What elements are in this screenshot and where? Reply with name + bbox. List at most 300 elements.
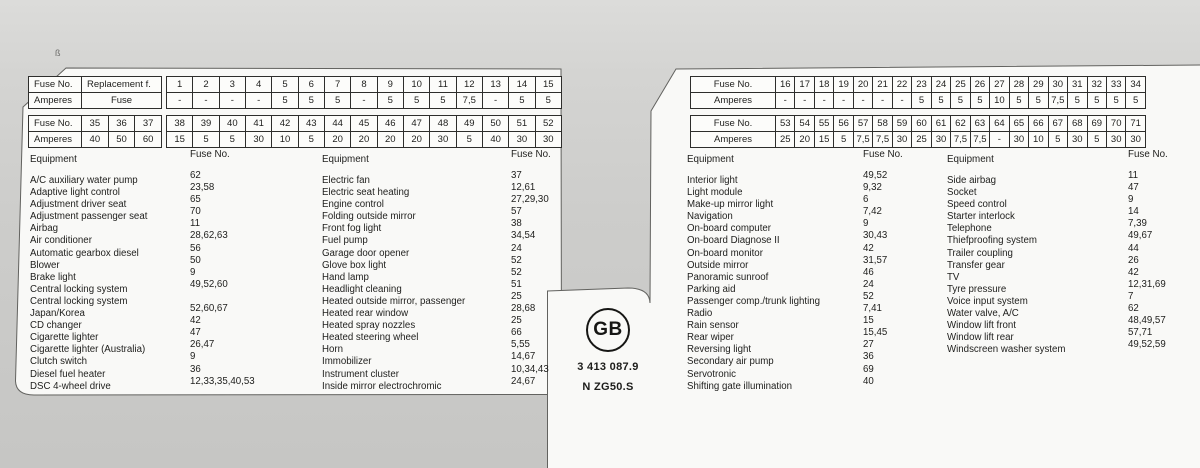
- fuse-column: [167, 116, 192, 147]
- fuse-number: 5: [272, 77, 297, 93]
- fuse-number: 43: [299, 116, 324, 132]
- equipment-fuse-numbers: 49,52: [863, 170, 888, 181]
- fuse-amperes: 5: [1074, 95, 1080, 106]
- equipment-row: [322, 230, 562, 247]
- equipment-fuse-numbers: 42: [1128, 266, 1139, 278]
- fuse-amperes: 30: [542, 134, 554, 145]
- fuse-no-header-label: Fuse No.: [190, 149, 230, 160]
- equipment-label: Socket: [947, 187, 977, 199]
- fuse-number: 3: [220, 77, 245, 93]
- fuse-column: [298, 116, 324, 147]
- fuse-column: [833, 77, 852, 108]
- replacement-column: [81, 77, 161, 108]
- fuse-column: [482, 77, 508, 108]
- equipment-label: Water valve, A/C: [947, 308, 1019, 320]
- equipment-row: [30, 194, 330, 211]
- equipment-label: Inside mirror electrochromic: [322, 380, 442, 392]
- fuse-number: 17: [795, 77, 813, 93]
- fuse-number: 38: [167, 116, 192, 132]
- equipment-fuse-numbers: 38: [511, 218, 522, 230]
- equipment-fuse-numbers: 52: [863, 290, 874, 302]
- fuse-amperes: 5: [1094, 134, 1100, 145]
- fuse-number: 33: [1107, 77, 1125, 93]
- fuse-number: 70: [1107, 116, 1125, 132]
- fuse-amperes: 40: [89, 134, 101, 145]
- fuse-amperes: 7,5: [973, 134, 987, 145]
- fuse-strip-16-34: [690, 76, 1146, 109]
- equipment-label: Central locking system: [30, 295, 128, 307]
- fuse-number: 44: [325, 116, 350, 132]
- fuse-amperes: -: [842, 95, 846, 106]
- equipment-fuse-numbers: 11: [1128, 170, 1139, 181]
- equipment-label: Garage door opener: [322, 247, 410, 259]
- fuse-column: [776, 77, 794, 108]
- equipment-row: [947, 278, 1197, 295]
- fuse-no-label: Fuse No.: [29, 77, 81, 93]
- fuse-number: 60: [912, 116, 930, 132]
- fuse-number: 14: [509, 77, 534, 93]
- fuse-column: [970, 116, 989, 147]
- equipment-row: [687, 266, 937, 283]
- fuse-number: 48: [430, 116, 455, 132]
- row-label-column: [29, 116, 81, 147]
- fuse-column: [82, 116, 108, 147]
- fuse-no-label: Fuse No.: [691, 77, 775, 93]
- equipment-row: [30, 266, 330, 283]
- fuse-number: 26: [971, 77, 989, 93]
- equipment-row: [322, 375, 562, 392]
- equipment-label: Folding outside mirror: [322, 211, 416, 223]
- equipment-label: Thiefproofing system: [947, 235, 1037, 247]
- equipment-row: [687, 363, 937, 380]
- equipment-label: Glove box light: [322, 259, 387, 271]
- fuse-amperes: 30: [253, 134, 264, 145]
- equipment-fuse-numbers: 12,33,35,40,53: [190, 375, 255, 387]
- equipment-fuse-numbers: 26: [1128, 254, 1139, 266]
- fuse-number: 47: [404, 116, 429, 132]
- equipment-row: [322, 218, 562, 235]
- fuse-strip-53-71: [690, 115, 1146, 148]
- fuse-column: [853, 116, 872, 147]
- fuse-amperes: 15: [174, 134, 185, 145]
- fuse-column: [794, 116, 813, 147]
- fuse-number: 53: [776, 116, 794, 132]
- equipment-row: [947, 170, 1197, 186]
- equipment-row: [30, 170, 330, 186]
- equipment-fuse-numbers: 7,41: [863, 303, 882, 315]
- equipment-fuse-numbers: 69: [863, 363, 874, 375]
- equipment-label: Parking aid: [687, 283, 736, 295]
- fuse-number: 64: [990, 116, 1008, 132]
- equipment-label: Side airbag: [947, 175, 997, 186]
- fuse-amperes: 10: [1033, 134, 1044, 145]
- equipment-row: [30, 206, 330, 223]
- equipment-label: Cigarette lighter: [30, 332, 99, 344]
- fuse-amperes: -: [362, 95, 366, 106]
- fuse-column: [482, 116, 508, 147]
- fuse-number: 9: [378, 77, 403, 93]
- equipment-fuse-numbers: 27: [863, 339, 874, 351]
- fuse-column: [535, 77, 561, 108]
- fuse-amperes: 5: [519, 95, 525, 106]
- fuse-column: [1067, 77, 1086, 108]
- equipment-label: Brake light: [30, 271, 76, 283]
- fuse-column: [167, 77, 192, 108]
- equipment-row: [30, 242, 330, 259]
- equipment-fuse-numbers: 9: [863, 218, 869, 230]
- equipment-label: On-board Diagnose II: [687, 235, 780, 247]
- fuse-amperes: 25: [916, 134, 927, 145]
- fuse-amperes: -: [230, 95, 234, 106]
- equipment-row: [947, 315, 1197, 332]
- fuse-amperes: 5: [957, 95, 964, 106]
- gb-country-code: GB: [593, 319, 623, 340]
- equipment-label: Front fog light: [322, 223, 382, 235]
- fuse-column: [350, 116, 376, 147]
- equipment-label: On-board monitor: [687, 247, 763, 259]
- fuse-number: 56: [834, 116, 852, 132]
- fuse-amperes: 50: [116, 134, 127, 145]
- equipment-label: Adaptive light control: [30, 187, 120, 199]
- equipment-row: [947, 303, 1197, 320]
- equipment-label: Transfer gear: [947, 259, 1005, 271]
- fuse-amperes: 40: [490, 134, 501, 145]
- fuse-amperes: 30: [1130, 134, 1141, 145]
- fuse-number: 15: [536, 77, 561, 93]
- equipment-label: Radio: [687, 308, 713, 320]
- equipment-label: Heated outside mirror, passenger: [322, 295, 466, 307]
- fuse-number: 65: [1010, 116, 1028, 132]
- equipment-fuse-numbers: 25: [511, 315, 522, 327]
- fuse-number: 10: [404, 77, 429, 93]
- equipment-row: [30, 363, 330, 380]
- fuse-amperes: 5: [545, 95, 551, 106]
- fuse-column: [950, 77, 969, 108]
- fuse-amperes: 5: [938, 95, 944, 106]
- fuse-strip-38-52: [166, 115, 562, 148]
- fuse-number: 25: [951, 77, 969, 93]
- equipment-row: [30, 375, 330, 392]
- fuse-amperes: 5: [1094, 95, 1100, 106]
- equipment-label: Servotronic: [687, 368, 736, 380]
- equipment-label: Japan/Korea: [30, 308, 85, 320]
- equipment-row: [947, 194, 1197, 211]
- fuse-column: [508, 116, 534, 147]
- fuse-number: 52: [536, 116, 561, 132]
- equipment-label: Secondary air pump: [687, 356, 774, 368]
- equipment-label: Light module: [687, 187, 743, 199]
- fuse-number: 46: [378, 116, 403, 132]
- fuse-number: 54: [795, 116, 813, 132]
- fuse-column: [456, 77, 482, 108]
- fuse-amperes: -: [822, 95, 826, 106]
- fuse-amperes: 5: [1133, 95, 1139, 106]
- fuse-number: 42: [272, 116, 297, 132]
- fuse-column: [192, 116, 218, 147]
- fuse-amperes: 25: [779, 134, 791, 145]
- equipment-header-label: Equipment: [687, 154, 734, 165]
- fuse-column: [350, 77, 376, 108]
- equipment-row: [947, 206, 1197, 223]
- amperes-label: Amperes: [713, 95, 752, 106]
- equipment-label: Panoramic sunroof: [687, 271, 769, 283]
- fuse-number: 32: [1088, 77, 1106, 93]
- equipment-list-left-1: [30, 149, 330, 392]
- fuse-column: [134, 116, 161, 147]
- equipment-label: Central locking system: [30, 283, 128, 295]
- equipment-fuse-numbers: 42: [190, 315, 201, 327]
- equipment-fuse-numbers: 11: [190, 218, 201, 230]
- equipment-row: [687, 375, 937, 392]
- equipment-fuse-numbers: 28,62,63: [190, 230, 228, 242]
- fuse-amperes: 5: [1113, 95, 1119, 106]
- equipment-row: [322, 206, 562, 223]
- fuse-amperes: 5: [282, 95, 288, 106]
- fuse-number: 12: [457, 77, 482, 93]
- equipment-row: [687, 170, 937, 186]
- fuse-column: [1125, 116, 1144, 147]
- fuse-amperes: 5: [387, 95, 393, 106]
- document-code: N ZG50.S: [582, 381, 634, 393]
- fuse-number: 55: [815, 116, 833, 132]
- fuse-amperes: 10: [994, 95, 1005, 106]
- fuse-amperes: -: [494, 95, 498, 106]
- fuse-number: 66: [1029, 116, 1047, 132]
- fuse-column: [911, 77, 930, 108]
- fuse-number: 62: [951, 116, 969, 132]
- fuse-amperes: 5: [918, 95, 925, 106]
- fuse-amperes: 30: [896, 134, 908, 145]
- equipment-row: [322, 315, 562, 332]
- fuse-number: 57: [854, 116, 872, 132]
- fuse-amperes: -: [204, 95, 208, 106]
- fuse-column: [403, 77, 429, 108]
- fuse-column: [245, 77, 271, 108]
- equipment-label: Shifting gate illumination: [687, 380, 793, 392]
- equipment-header-label: Equipment: [322, 154, 369, 165]
- equipment-row: [947, 254, 1197, 271]
- fuse-number: 71: [1126, 116, 1144, 132]
- fuse-column: [794, 77, 813, 108]
- equipment-fuse-numbers: 31,57: [863, 254, 888, 266]
- fuse-column: [324, 116, 350, 147]
- fuse-amperes: 30: [437, 134, 449, 145]
- equipment-label: Blower: [30, 259, 60, 271]
- equipment-fuse-numbers: 46: [863, 266, 874, 278]
- equipment-label: Heated steering wheel: [322, 332, 419, 344]
- row-label-column: [691, 77, 775, 108]
- equipment-fuse-numbers: 56: [190, 242, 201, 254]
- equipment-label: Clutch switch: [30, 356, 88, 368]
- equipment-fuse-numbers: 36: [190, 363, 201, 375]
- fuse-amperes: 30: [516, 134, 528, 145]
- equipment-label: Tyre pressure: [947, 283, 1007, 295]
- equipment-fuse-numbers: 51: [511, 278, 522, 290]
- equipment-fuse-numbers: 5,55: [511, 339, 530, 351]
- equipment-row: [30, 230, 330, 247]
- equipment-fuse-numbers: 7,42: [863, 206, 882, 218]
- fuse-amperes: 5: [413, 95, 420, 106]
- fuse-number: 7: [325, 77, 350, 93]
- equipment-rows: [322, 170, 562, 392]
- fuse-amperes: 5: [308, 95, 314, 106]
- equipment-label: Immobilizer: [322, 356, 372, 368]
- fuse-column: [1106, 116, 1125, 147]
- equipment-row: [30, 182, 330, 199]
- fuse-no-label: Fuse No.: [691, 116, 775, 132]
- fuse-amperes: 10: [279, 134, 291, 145]
- fuse-column: [776, 116, 794, 147]
- equipment-fuse-numbers: 14,67: [511, 351, 536, 363]
- fuse-column: [271, 116, 297, 147]
- equipment-row: [947, 290, 1197, 307]
- equipment-label: Passenger comp./trunk lighting: [687, 295, 821, 307]
- fuse-number: 28: [1010, 77, 1028, 93]
- fuse-column: [1106, 77, 1125, 108]
- equipment-row: [687, 230, 937, 247]
- fuse-column: [833, 116, 852, 147]
- equipment-fuse-numbers: 27,29,30: [511, 194, 549, 206]
- fuse-number: 27: [990, 77, 1008, 93]
- equipment-fuse-numbers: 24,67: [511, 375, 536, 387]
- fuse-number: 1: [167, 77, 192, 93]
- equipment-row: [30, 218, 330, 235]
- fuse-column: [872, 77, 891, 108]
- equipment-row: [947, 230, 1197, 247]
- equipment-row: [947, 266, 1197, 283]
- equipment-label: Instrument cluster: [322, 368, 399, 380]
- equipment-fuse-numbers: 65: [190, 194, 201, 206]
- fuse-amperes: 20: [358, 134, 370, 145]
- equipment-row: [947, 218, 1197, 235]
- fuse-number: 36: [109, 116, 135, 132]
- fuse-columns-group: [775, 116, 1145, 147]
- equipment-list-header: [322, 149, 562, 165]
- fuse-number: 18: [815, 77, 833, 93]
- fuse-number: 4: [246, 77, 271, 93]
- fuse-number: 24: [932, 77, 950, 93]
- equipment-row: [687, 194, 937, 211]
- equipment-rows: [687, 170, 937, 392]
- equipment-row: [687, 242, 937, 259]
- scan-artifact-mark: ß: [55, 48, 61, 58]
- equipment-label: Voice input system: [947, 295, 1028, 307]
- equipment-fuse-numbers: 24: [863, 278, 874, 290]
- equipment-fuse-numbers: 24: [511, 242, 522, 254]
- equipment-row: [322, 303, 562, 320]
- equipment-label: Reversing light: [687, 344, 752, 356]
- equipment-row: [30, 315, 330, 332]
- fuse-column: [989, 116, 1008, 147]
- equipment-label: CD changer: [30, 320, 82, 332]
- fuse-column: [192, 77, 218, 108]
- fuse-number: 61: [932, 116, 950, 132]
- fuse-amperes: -: [803, 95, 807, 106]
- fuse-column: [324, 77, 350, 108]
- equipment-row: [687, 339, 937, 356]
- equipment-fuse-numbers: 7,39: [1128, 218, 1147, 230]
- equipment-row: [30, 291, 330, 307]
- equipment-fuse-numbers: 57: [511, 206, 522, 218]
- equipment-label: Hand lamp: [322, 271, 369, 283]
- equipment-label: Starter interlock: [947, 211, 1015, 223]
- fuse-number: 45: [351, 116, 376, 132]
- equipment-fuse-numbers: 62: [190, 170, 201, 181]
- equipment-fuse-numbers: 36: [863, 351, 874, 363]
- equipment-fuse-numbers: 7: [1128, 290, 1134, 302]
- equipment-row: [30, 254, 330, 271]
- fuse-amperes: 5: [1035, 95, 1041, 106]
- fuse-column: [456, 116, 482, 147]
- fuse-column: [1048, 77, 1067, 108]
- fuse-amperes: -: [783, 95, 787, 106]
- equipment-label: Navigation: [687, 211, 733, 223]
- fuse-column: [814, 116, 833, 147]
- fuse-number: 19: [834, 77, 852, 93]
- equipment-row: [30, 327, 330, 344]
- equipment-label: Window lift rear: [947, 332, 1014, 344]
- equipment-row: [322, 339, 562, 356]
- equipment-fuse-numbers: 47: [1128, 182, 1139, 194]
- fuse-column: [1125, 77, 1144, 108]
- fuse-number: 31: [1068, 77, 1086, 93]
- equipment-fuse-numbers: 9: [190, 266, 196, 278]
- equipment-fuse-numbers: 28,68: [511, 303, 536, 315]
- fuse-amperes: 30: [935, 134, 947, 145]
- equipment-fuse-numbers: 52: [511, 254, 522, 266]
- equipment-label: Airbag: [30, 223, 59, 235]
- fuse-column: [1028, 116, 1047, 147]
- fuse-number: 49: [457, 116, 482, 132]
- fuse-column: [377, 116, 403, 147]
- fuse-number: 35: [82, 116, 108, 132]
- equipment-row: [322, 254, 562, 271]
- fuse-columns-group: [775, 77, 1145, 108]
- equipment-label: On-board computer: [687, 223, 771, 235]
- equipment-row: [30, 351, 330, 368]
- equipment-label: Heated rear window: [322, 308, 409, 320]
- amperes-label: Amperes: [34, 95, 73, 106]
- equipment-row: [322, 194, 562, 211]
- equipment-fuse-numbers: 34,54: [511, 230, 536, 242]
- fuse-number: 69: [1088, 116, 1106, 132]
- fuse-amperes: 30: [1013, 134, 1025, 145]
- equipment-fuse-numbers: 9: [1128, 194, 1134, 206]
- equipment-list-header: [687, 149, 937, 165]
- fuse-column: [429, 77, 455, 108]
- fuse-column: [1087, 77, 1106, 108]
- replacement-fuse-label: Fuse: [110, 95, 133, 106]
- equipment-label: Horn: [322, 344, 343, 356]
- fuse-column: [892, 116, 911, 147]
- fuse-number: 51: [509, 116, 534, 132]
- equipment-label: Headlight cleaning: [322, 283, 402, 295]
- fuse-column: [872, 116, 891, 147]
- equipment-fuse-numbers: 12,61: [511, 182, 536, 194]
- equipment-fuse-numbers: 62: [1128, 303, 1139, 315]
- fuse-column: [108, 116, 135, 147]
- fuse-amperes: 5: [1016, 95, 1022, 106]
- equipment-fuse-numbers: 37: [511, 170, 522, 181]
- equipment-label: Make-up mirror light: [687, 199, 774, 211]
- equipment-list-header: [947, 149, 1197, 165]
- equipment-row: [947, 327, 1197, 344]
- equipment-row: [322, 278, 562, 295]
- equipment-list-right-1: [687, 149, 937, 392]
- fuse-number: 37: [135, 116, 161, 132]
- fuse-number: 11: [430, 77, 455, 93]
- fuse-number: 8: [351, 77, 376, 93]
